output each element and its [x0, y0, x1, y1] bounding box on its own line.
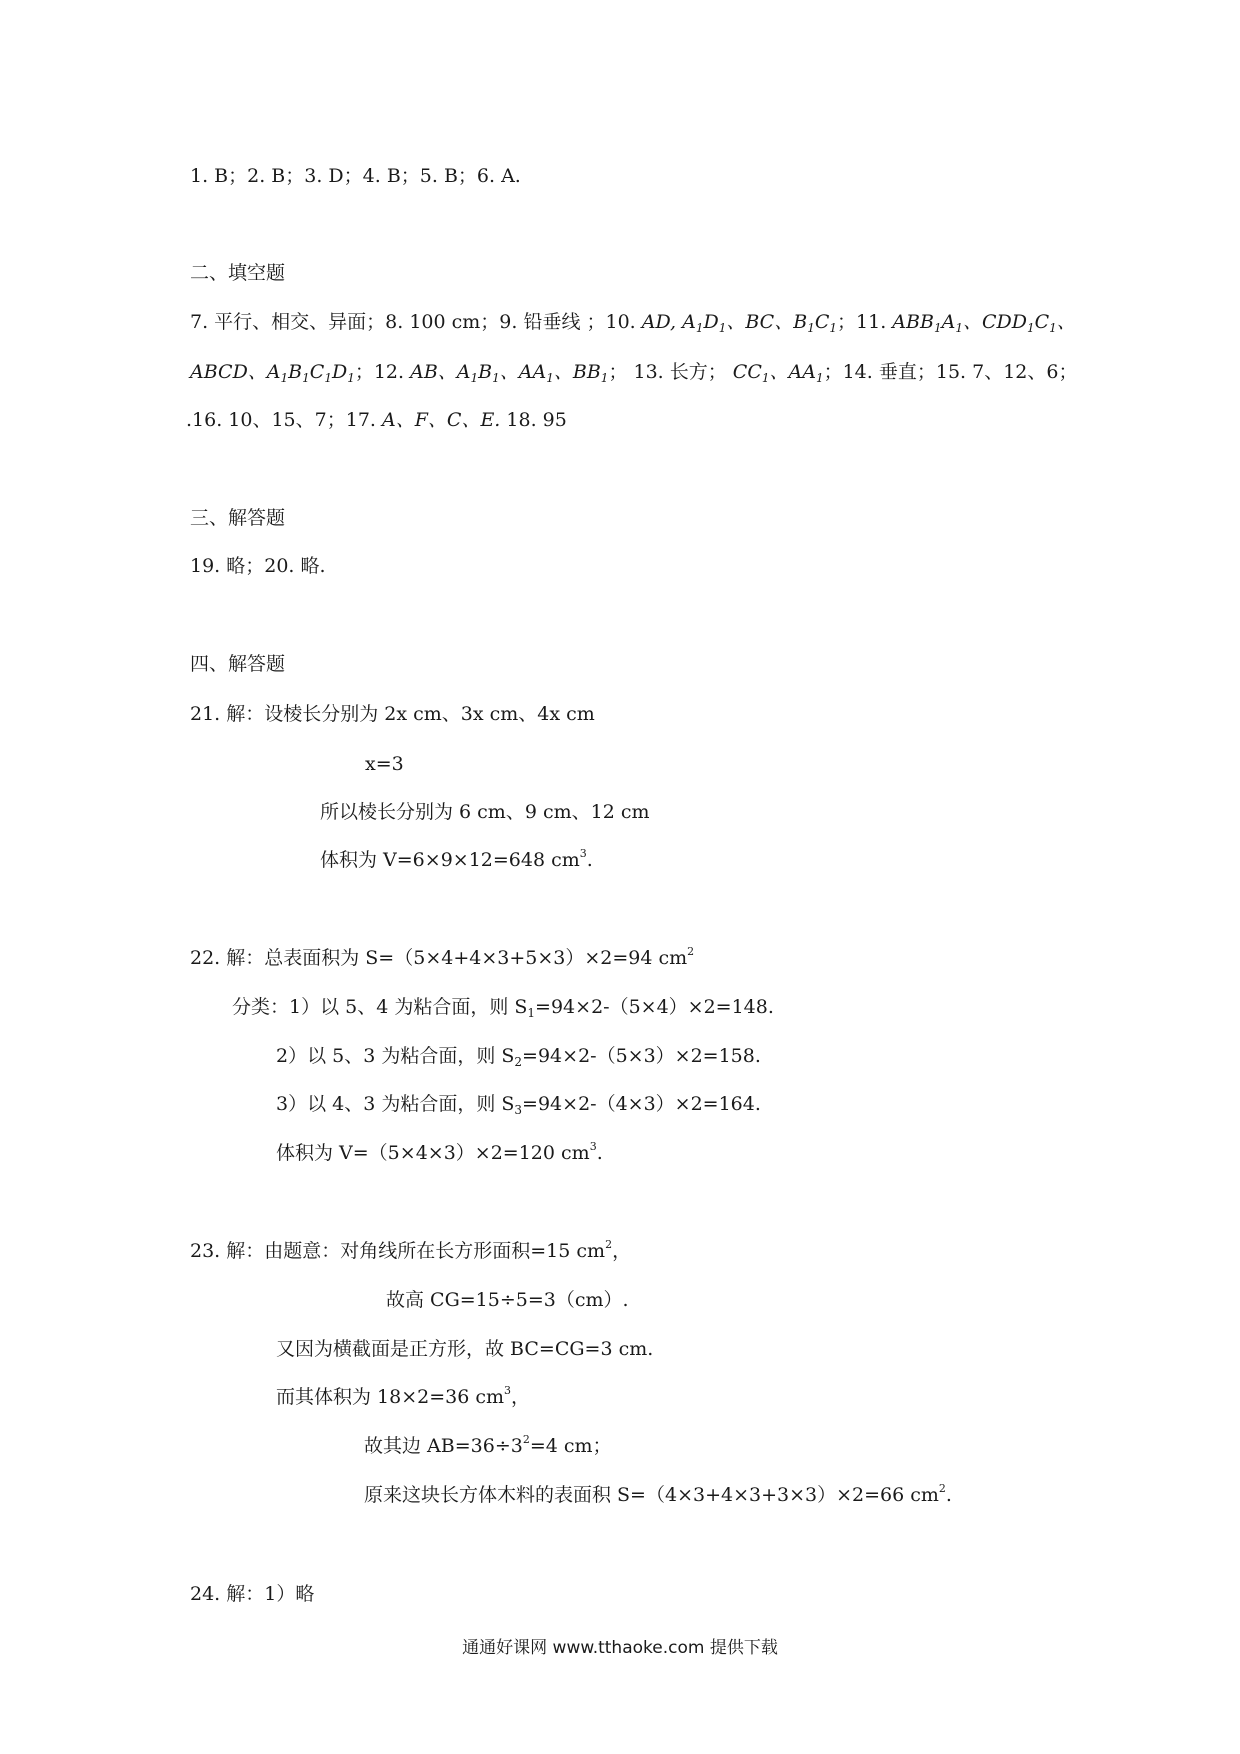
q23-text: 故其边 AB=36÷3: [364, 1435, 523, 1457]
subscript: 2: [514, 1055, 523, 1069]
fill-text: .16. 10、15、7；17.: [186, 409, 382, 431]
math-edge-list: AD, $A_1D_1$、BC、$B_1C_1$: [641, 311, 838, 335]
exponent: 2: [522, 1433, 530, 1446]
section-heading-solutions-3: 三、解答题: [190, 507, 286, 529]
q24-line-1: 24. 解：1）略: [190, 1583, 315, 1605]
fill-text: 7. 平行、相交、异面；8. 100 cm；9. 铅垂线 ；10.: [190, 311, 642, 333]
q21-line-4: [320, 846, 593, 874]
q23-line-4: [276, 1383, 530, 1411]
q22-case-text: =94×2-（5×3）×2=158.: [522, 1045, 761, 1067]
q22-case-text: 分类：1）以 5、4 为粘合面，则 S: [232, 996, 528, 1018]
q23-text: 原来这块长方体木料的表面积 S=（4×3+4×3+3×3）×2=66 cm: [364, 1484, 939, 1506]
q22-surface-text: 22. 解：总表面积为 S=（5×4+4×3+5×3）×2=94 cm: [190, 947, 688, 969]
q22-case-text: =94×2-（4×3）×2=164.: [522, 1093, 761, 1115]
q23-text: =4 cm；: [529, 1435, 612, 1457]
q21-line-1: 21. 解：设棱长分别为 2x cm、3x cm、4x cm: [190, 703, 595, 725]
q22-line-4: [276, 1090, 761, 1118]
q23-line-3: 又因为横截面是正方形，故 BC=CG=3 cm.: [276, 1338, 654, 1360]
fill-text: ；14. 垂直；15. 7、12、6；: [823, 361, 1078, 383]
exponent: 2: [938, 1482, 946, 1495]
math-face-list: $ABB_1A_1$、$CDD_1C_1$、: [892, 311, 1076, 335]
q23-line-6: [364, 1481, 952, 1509]
q23-line-1: [190, 1237, 631, 1265]
exponent: 3: [589, 1140, 597, 1153]
exponent: 3: [579, 847, 587, 860]
q21-volume-text: 体积为 V=6×9×12=648 cm: [320, 849, 580, 871]
period: .: [945, 1484, 952, 1506]
q22-case-text: =94×2-（5×4）×2=148.: [535, 996, 774, 1018]
exponent: 2: [605, 1238, 613, 1251]
section-heading-fill-in: 二、填空题: [190, 262, 286, 284]
q23-text: 23. 解：由题意：对角线所在长方形面积=15 cm: [190, 1240, 606, 1262]
subscript: 1: [527, 1006, 536, 1020]
q23-line-2: 故高 CG=15÷5=3（cm）.: [386, 1289, 629, 1311]
fill-text: 18. 95: [500, 409, 567, 431]
fill-text: ； 13. 长方；: [608, 361, 733, 383]
q22-case-text: 3）以 4、3 为粘合面，则 S: [276, 1093, 515, 1115]
fill-answers-line-1: [190, 308, 1076, 336]
math-point-list: A、F、C、E.: [382, 409, 501, 431]
comma: ，: [612, 1240, 632, 1262]
q21-line-2: x=3: [365, 753, 404, 775]
exponent: 2: [687, 945, 695, 958]
fill-text: ；11.: [837, 311, 893, 333]
q22-volume-text: 体积为 V=（5×4×3）×2=120 cm: [276, 1142, 590, 1164]
q21-line-3: 所以棱长分别为 6 cm、9 cm、12 cm: [320, 801, 650, 823]
q22-line-3: [276, 1042, 761, 1070]
comma: ，: [511, 1386, 531, 1408]
q22-line-2: [232, 993, 774, 1021]
choice-answers: 1. B；2. B；3. D；4. B；5. B；6. A.: [190, 165, 521, 187]
subscript: 3: [514, 1103, 523, 1117]
q23-line-5: [364, 1432, 612, 1460]
section-heading-solutions-4: 四、解答题: [190, 653, 286, 675]
q22-case-text: 2）以 5、3 为粘合面，则 S: [276, 1045, 515, 1067]
page-footer: 通通好课网 www.tthaoke.com 提供下载: [462, 1638, 778, 1658]
solutions-19-20: 19. 略；20. 略.: [190, 555, 326, 577]
math-edge-list: AB、$A_1B_1$、$AA_1$、$BB_1$: [410, 361, 609, 385]
fill-answers-line-3: [186, 406, 567, 434]
exponent: 3: [504, 1384, 512, 1397]
q22-line-5: [276, 1139, 603, 1167]
period: .: [596, 1142, 603, 1164]
fill-answers-line-2: [190, 358, 1077, 386]
math-edge-list: $CC_1$、$AA_1$: [732, 361, 824, 385]
fill-text: ；12.: [354, 361, 411, 383]
period: .: [586, 849, 593, 871]
q23-text: 而其体积为 18×2=36 cm: [276, 1386, 505, 1408]
q22-line-1: [190, 944, 694, 972]
math-face-list: ABCD、$A_1B_1C_1D_1$: [190, 361, 355, 385]
